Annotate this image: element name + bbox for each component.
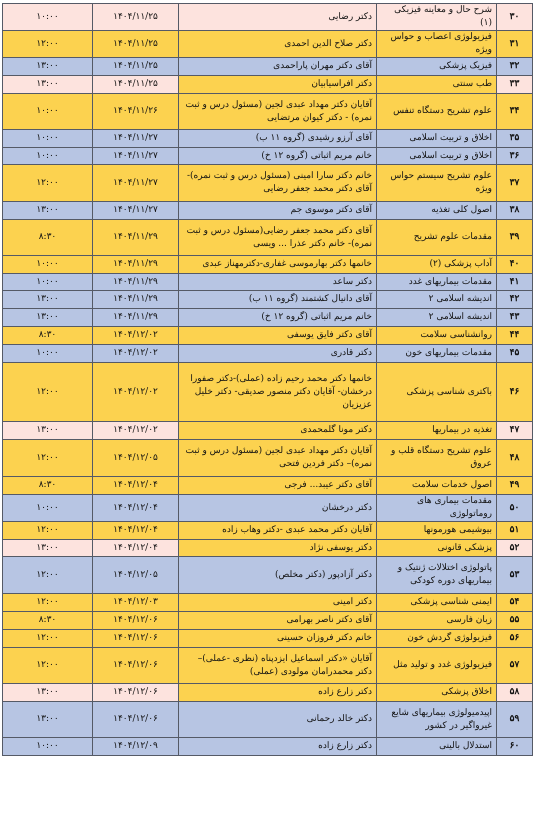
course-name: فیزیولوژی غدد و تولید مثل	[377, 648, 497, 684]
course-name: اپیدمیولوژی بیماریهای شایع غیرواگیر در کشور	[377, 702, 497, 738]
exam-date: ۱۴۰۴/۱۱/۲۷	[93, 130, 179, 148]
course-name: مقدمات علوم تشریح	[377, 220, 497, 256]
teacher-name: آقای آرزو رشیدی (گروه ۱۱ ب)	[179, 130, 377, 148]
exam-time: ۱۳:۰۰	[3, 309, 93, 327]
exam-time: ۱۲:۰۰	[3, 557, 93, 594]
row-number: ۵۶	[497, 630, 533, 648]
exam-time: ۸:۳۰	[3, 220, 93, 256]
course-name: مقدمات بیماری های روماتولوژی	[377, 495, 497, 522]
course-name: فیزیولوژی گردش خون	[377, 630, 497, 648]
teacher-name: آقای دکتر مهران پاراحمدی	[179, 58, 377, 76]
course-name: فیزیولوژی اعصاب و حواس ویژه	[377, 31, 497, 58]
exam-date: ۱۴۰۴/۱۲/۰۵	[93, 557, 179, 594]
table-row	[3, 202, 533, 220]
exam-date: ۱۴۰۴/۱۱/۲۹	[93, 309, 179, 327]
exam-date: ۱۴۰۴/۱۲/۰۲	[93, 363, 179, 422]
exam-date: ۱۴۰۴/۱۲/۰۵	[93, 440, 179, 477]
teacher-name: دکتر افراسیابیان	[179, 76, 377, 94]
course-name: علوم تشریح دستگاه تنفس	[377, 94, 497, 130]
exam-date: ۱۴۰۴/۱۱/۲۹	[93, 291, 179, 309]
row-number: ۵۱	[497, 522, 533, 540]
row-number: ۴۳	[497, 309, 533, 327]
table-row	[3, 363, 533, 422]
exam-time: ۱۰:۰۰	[3, 148, 93, 165]
table-row	[3, 220, 533, 256]
exam-time: ۱۰:۰۰	[3, 130, 93, 148]
course-name: علوم تشریح سیستم حواس ویژه	[377, 165, 497, 202]
exam-date: ۱۴۰۴/۱۲/۰۶	[93, 648, 179, 684]
table-row	[3, 738, 533, 756]
teacher-name: دکتر صلاح الدین احمدی	[179, 31, 377, 58]
teacher-name: خانمها دکتر محمد رحیم زاده (عملی)-دکتر صفورا درخشان- آقایان دکتر منصور صدیقی- دکتر خلیل عزیزیان	[179, 363, 377, 422]
table-row	[3, 594, 533, 612]
table-row	[3, 648, 533, 684]
course-name: اخلاق و تربیت اسلامی	[377, 130, 497, 148]
exam-date: ۱۴۰۴/۱۱/۲۵	[93, 31, 179, 58]
row-number: ۵۰	[497, 495, 533, 522]
exam-time: ۱۰:۰۰	[3, 274, 93, 291]
table-row	[3, 31, 533, 58]
row-number: ۵۴	[497, 594, 533, 612]
exam-time: ۱۰:۰۰	[3, 94, 93, 130]
exam-time: ۱۳:۰۰	[3, 702, 93, 738]
row-number: ۴۲	[497, 291, 533, 309]
table-row	[3, 94, 533, 130]
course-name: اصول کلی تغذیه	[377, 202, 497, 220]
course-name: مقدمات بیماریهای غدد	[377, 274, 497, 291]
table-row	[3, 148, 533, 165]
course-name: پزشکی قانونی	[377, 540, 497, 557]
exam-time: ۸:۳۰	[3, 327, 93, 345]
exam-time: ۱۲:۰۰	[3, 648, 93, 684]
exam-time: ۱۳:۰۰	[3, 684, 93, 702]
teacher-name: خانمها دکتر بهارموسی غفاری-دکترمهناز عبدی	[179, 256, 377, 274]
table-row	[3, 477, 533, 495]
teacher-name: خانم دکتر فروزان حسینی	[179, 630, 377, 648]
row-number: ۴۰	[497, 256, 533, 274]
table-row	[3, 256, 533, 274]
row-number: ۴۱	[497, 274, 533, 291]
exam-date: ۱۴۰۴/۱۲/۰۴	[93, 495, 179, 522]
teacher-name: آقایان دکتر مهداد عبدی لجین (مسئول درس و ثبت نمره)– دکتر فردین فتحی	[179, 440, 377, 477]
teacher-name: دکتر زارع زاده	[179, 738, 377, 756]
table-row	[3, 684, 533, 702]
schedule-table-body	[3, 4, 533, 756]
row-number: ۳۲	[497, 58, 533, 76]
teacher-name: آقایان «دکتر اسماعیل ایزدپناه (نظری -عملی)– دکتر محمدرامان مولودی (عملی)	[179, 648, 377, 684]
exam-time: ۱۲:۰۰	[3, 522, 93, 540]
row-number: ۳۳	[497, 76, 533, 94]
exam-date: ۱۴۰۴/۱۲/۰۲	[93, 345, 179, 363]
exam-date: ۱۴۰۴/۱۱/۲۹	[93, 220, 179, 256]
exam-date: ۱۴۰۴/۱۲/۰۴	[93, 540, 179, 557]
exam-date: ۱۴۰۴/۱۲/۰۶	[93, 684, 179, 702]
teacher-name: دکتر خالد رحمانی	[179, 702, 377, 738]
teacher-name: آقای دکتر محمد جعفر رضایی(مسئول درس و ثبت نمره)- خانم دکتر عذرا ... ویسی	[179, 220, 377, 256]
exam-date: ۱۴۰۴/۱۱/۲۵	[93, 76, 179, 94]
course-name: تغذیه در بیماریها	[377, 422, 497, 440]
teacher-name: دکتر ساعد	[179, 274, 377, 291]
exam-time: ۱۳:۰۰	[3, 202, 93, 220]
exam-time: ۱۰:۰۰	[3, 4, 93, 31]
table-row	[3, 76, 533, 94]
row-number: ۴۶	[497, 363, 533, 422]
course-name: اندیشه اسلامی ۲	[377, 291, 497, 309]
exam-date: ۱۴۰۴/۱۱/۲۷	[93, 165, 179, 202]
exam-time: ۱۰:۰۰	[3, 256, 93, 274]
exam-time: ۸:۳۰	[3, 477, 93, 495]
course-name: مقدمات بیماریهای خون	[377, 345, 497, 363]
table-row	[3, 4, 533, 31]
teacher-name: آقای دکتر فایق یوسفی	[179, 327, 377, 345]
exam-time: ۱۳:۰۰	[3, 76, 93, 94]
teacher-name: آقای دکتر ناصر بهرامی	[179, 612, 377, 630]
row-number: ۳۹	[497, 220, 533, 256]
teacher-name: آقای دانیال کشتمند (گروه ۱۱ ب)	[179, 291, 377, 309]
table-row	[3, 557, 533, 594]
teacher-name: آقای دکتر موسوی جم	[179, 202, 377, 220]
exam-date: ۱۴۰۴/۱۱/۲۹	[93, 256, 179, 274]
table-row	[3, 522, 533, 540]
exam-time: ۱۲:۰۰	[3, 594, 93, 612]
teacher-name: دکتر امینی	[179, 594, 377, 612]
table-row	[3, 495, 533, 522]
exam-time: ۱۲:۰۰	[3, 31, 93, 58]
exam-date: ۱۴۰۴/۱۲/۰۶	[93, 612, 179, 630]
row-number: ۵۸	[497, 684, 533, 702]
table-row	[3, 130, 533, 148]
course-name: بیوشیمی هورمونها	[377, 522, 497, 540]
exam-time: ۱۲:۰۰	[3, 165, 93, 202]
exam-date: ۱۴۰۴/۱۲/۰۶	[93, 630, 179, 648]
course-name: زبان فارسی	[377, 612, 497, 630]
exam-date: ۱۴۰۴/۱۱/۲۷	[93, 148, 179, 165]
course-name: پاتولوژی اختلالات ژنتیک و بیماریهای دوره کودکی	[377, 557, 497, 594]
exam-time: ۱۲:۰۰	[3, 440, 93, 477]
table-row	[3, 291, 533, 309]
teacher-name: دکتر رضایی	[179, 4, 377, 31]
course-name: باکتری شناسی پزشکی	[377, 363, 497, 422]
exam-date: ۱۴۰۴/۱۲/۰۳	[93, 594, 179, 612]
exam-date: ۱۴۰۴/۱۱/۲۵	[93, 4, 179, 31]
exam-time: ۸:۳۰	[3, 612, 93, 630]
teacher-name: دکتر زارع زاده	[179, 684, 377, 702]
table-row	[3, 540, 533, 557]
row-number: ۴۵	[497, 345, 533, 363]
row-number: ۳۴	[497, 94, 533, 130]
row-number: ۳۵	[497, 130, 533, 148]
exam-date: ۱۴۰۴/۱۲/۰۴	[93, 522, 179, 540]
row-number: ۴۸	[497, 440, 533, 477]
row-number: ۳۰	[497, 4, 533, 31]
exam-time: ۱۰:۰۰	[3, 495, 93, 522]
teacher-name: دکتر یوسفی نژاد	[179, 540, 377, 557]
course-name: اصول خدمات سلامت	[377, 477, 497, 495]
exam-schedule-table	[2, 3, 533, 756]
exam-time: ۱۲:۰۰	[3, 363, 93, 422]
exam-time: ۱۳:۰۰	[3, 291, 93, 309]
table-row	[3, 422, 533, 440]
course-name: اخلاق پزشکی	[377, 684, 497, 702]
exam-date: ۱۴۰۴/۱۱/۲۹	[93, 274, 179, 291]
table-row	[3, 630, 533, 648]
teacher-name: دکتر آزادپور (دکتر مخلص)	[179, 557, 377, 594]
row-number: ۶۰	[497, 738, 533, 756]
row-number: ۵۹	[497, 702, 533, 738]
table-row	[3, 274, 533, 291]
exam-time: ۱۳:۰۰	[3, 540, 93, 557]
exam-date: ۱۴۰۴/۱۲/۰۹	[93, 738, 179, 756]
teacher-name: خانم دکتر سارا امینی (مسئول درس و ثبت نمره)-آقای دکتر محمد جعفر رضایی	[179, 165, 377, 202]
course-name: فیزیک پزشکی	[377, 58, 497, 76]
teacher-name: دکتر قادری	[179, 345, 377, 363]
teacher-name: دکتر مونا گلمحمدی	[179, 422, 377, 440]
table-row	[3, 309, 533, 327]
course-name: ایمنی شناسی پزشکی	[377, 594, 497, 612]
teacher-name: آقای دکتر عیبد... فرجی	[179, 477, 377, 495]
row-number: ۵۲	[497, 540, 533, 557]
exam-date: ۱۴۰۴/۱۱/۲۶	[93, 94, 179, 130]
row-number: ۳۸	[497, 202, 533, 220]
exam-time: ۱۲:۰۰	[3, 630, 93, 648]
exam-date: ۱۴۰۴/۱۲/۰۲	[93, 327, 179, 345]
teacher-name: آقایان دکتر محمد عبدی -دکتر وهاب زاده	[179, 522, 377, 540]
teacher-name: خانم مریم اثباتی (گروه ۱۲ خ)	[179, 309, 377, 327]
row-number: ۴۷	[497, 422, 533, 440]
row-number: ۵۵	[497, 612, 533, 630]
exam-date: ۱۴۰۴/۱۱/۲۷	[93, 202, 179, 220]
exam-date: ۱۴۰۴/۱۲/۰۲	[93, 422, 179, 440]
course-name: اندیشه اسلامی ۲	[377, 309, 497, 327]
table-row	[3, 440, 533, 477]
exam-date: ۱۴۰۴/۱۲/۰۶	[93, 702, 179, 738]
course-name: روانشناسی سلامت	[377, 327, 497, 345]
teacher-name: آقایان دکتر مهداد عبدی لجین (مسئول درس و ثبت نمره) - دکتر کیوان مرتضایی	[179, 94, 377, 130]
exam-time: ۱۳:۰۰	[3, 422, 93, 440]
exam-time: ۱۰:۰۰	[3, 345, 93, 363]
row-number: ۳۱	[497, 31, 533, 58]
row-number: ۵۷	[497, 648, 533, 684]
exam-time: ۱۰:۰۰	[3, 738, 93, 756]
row-number: ۴۴	[497, 327, 533, 345]
teacher-name: خانم مریم اثباتی (گروه ۱۲ خ)	[179, 148, 377, 165]
table-row	[3, 58, 533, 76]
row-number: ۳۷	[497, 165, 533, 202]
exam-time: ۱۳:۰۰	[3, 58, 93, 76]
course-name: آداب پزشکی (۲)	[377, 256, 497, 274]
exam-date: ۱۴۰۴/۱۱/۲۵	[93, 58, 179, 76]
row-number: ۳۶	[497, 148, 533, 165]
table-row	[3, 345, 533, 363]
course-name: طب سنتی	[377, 76, 497, 94]
course-name: استدلال بالینی	[377, 738, 497, 756]
course-name: علوم تشریح دستگاه قلب و عروق	[377, 440, 497, 477]
row-number: ۵۳	[497, 557, 533, 594]
row-number: ۴۹	[497, 477, 533, 495]
table-row	[3, 327, 533, 345]
table-row	[3, 165, 533, 202]
course-name: شرح حال و معاینه فیزیکی (۱)	[377, 4, 497, 31]
table-row	[3, 702, 533, 738]
exam-date: ۱۴۰۴/۱۲/۰۴	[93, 477, 179, 495]
teacher-name: دکتر درخشان	[179, 495, 377, 522]
course-name: اخلاق و تربیت اسلامی	[377, 148, 497, 165]
table-row	[3, 612, 533, 630]
